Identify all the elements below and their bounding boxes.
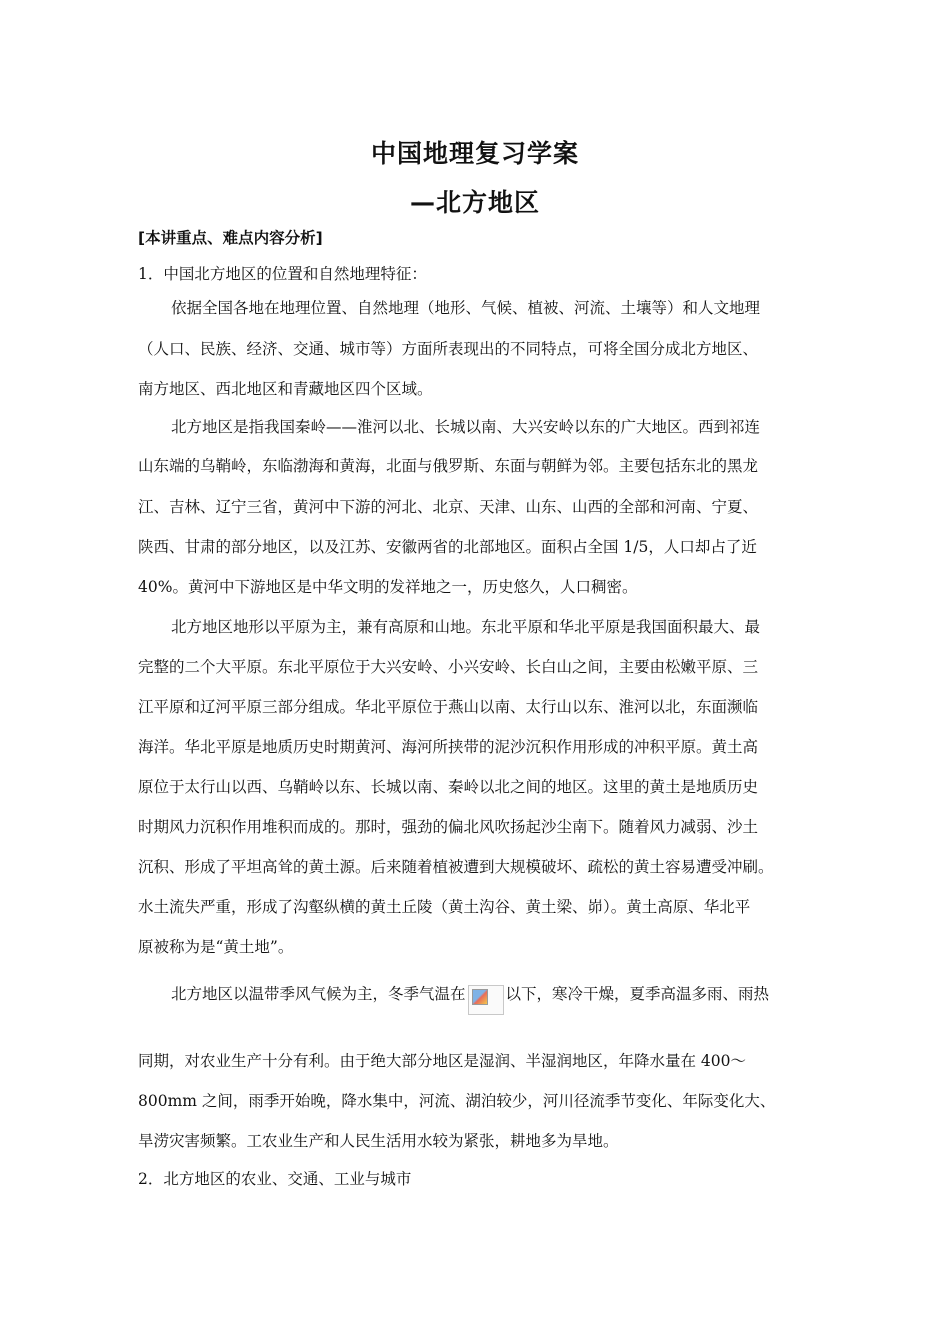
paragraph-2-line-3: 江、吉林、辽宁三省，黄河中下游的河北、北京、天津、山东、山西的全部和河南、宁夏、: [138, 498, 759, 516]
paragraph-3-line-5: 原位于太行山以西、乌鞘岭以东、长城以南、秦岭以北之间的地区。这里的黄土是地质历史: [138, 778, 759, 796]
paragraph-2-line-2: 山东端的乌鞘岭，东临渤海和黄海，北面与俄罗斯、东面与朝鲜为邻。主要包括东北的黑龙: [138, 457, 759, 475]
paragraph-2-line-1: 北方地区是指我国秦岭——淮河以北、长城以南、大兴安岭以东的广大地区。西到祁连: [171, 418, 761, 436]
paragraph-4-line-4: 旱涝灾害频繁。工农业生产和人民生活用水较为紧张，耕地多为旱地。: [138, 1132, 619, 1150]
document-title: 中国地理复习学案: [370, 139, 579, 168]
paragraph-3-line-6: 时期风力沉积作用堆积而成的。那时，强劲的偏北风吹扬起沙尘南下。随着风力减弱、沙土: [138, 818, 759, 836]
paragraph-4-text-after: 以下，寒冷干燥，夏季高温多雨、雨热: [505, 985, 770, 1003]
paragraph-1-line-3: 南方地区、西北地区和青藏地区四个区域。: [138, 380, 433, 398]
paragraph-2-line-4: 陕西、甘肃的部分地区，以及江苏、安徽两省的北部地区。面积占全国 1/5，人口却占了近: [138, 538, 757, 556]
item2-heading: 2．北方地区的农业、交通、工业与城市: [138, 1170, 412, 1188]
section-heading: [本讲重点、难点内容分析]: [138, 229, 323, 247]
paragraph-4-line-3: 800mm 之间，雨季开始晚，降水集中，河流、湖泊较少，河川径流季节变化、年际变化大、: [138, 1092, 776, 1110]
paragraph-4-text-before: 北方地区以温带季风气候为主，冬季气温在: [171, 985, 466, 1003]
paragraph-3-line-3: 江平原和辽河平原三部分组成。华北平原位于燕山以南、太行山以东、淮河以北，东面濒临: [138, 698, 759, 716]
paragraph-3-line-2: 完整的二个大平原。东北平原位于大兴安岭、小兴安岭、长白山之间，主要由松嫩平原、三: [138, 658, 759, 676]
paragraph-1-line-1: 依据全国各地在地理位置、自然地理（地形、气候、植被、河流、土壤等）和人文地理: [171, 299, 761, 317]
document-subtitle: —北方地区: [409, 188, 540, 217]
broken-image-icon: [468, 985, 504, 1015]
paragraph-2-line-5: 40%。黄河中下游地区是中华文明的发祥地之一，历史悠久，人口稠密。: [138, 578, 638, 596]
paragraph-3-line-1: 北方地区地形以平原为主，兼有高原和山地。东北平原和华北平原是我国面积最大、最: [171, 618, 761, 636]
paragraph-1-line-2: （人口、民族、经济、交通、城市等）方面所表现出的不同特点，可将全国分成北方地区、: [138, 340, 759, 358]
paragraph-4-line-1: [171, 984, 769, 1015]
paragraph-3-line-4: 海洋。华北平原是地质历史时期黄河、海河所挟带的泥沙沉积作用形成的冲积平原。黄土高: [138, 738, 759, 756]
paragraph-3-line-7: 沉积、形成了平坦高耸的黄土源。后来随着植被遭到大规模破坏、疏松的黄土容易遭受冲刷。: [138, 858, 774, 876]
paragraph-4-line-2: 同期，对农业生产十分有利。由于绝大部分地区是湿润、半湿润地区，年降水量在 400～: [138, 1052, 747, 1070]
paragraph-3-line-9: 原被称为是“黄土地”。: [138, 938, 294, 956]
paragraph-3-line-8: 水土流失严重，形成了沟壑纵横的黄土丘陵（黄土沟谷、黄土梁、峁）。黄土高原、华北平: [138, 898, 751, 916]
item1-heading: 1．中国北方地区的位置和自然地理特征：: [138, 265, 427, 283]
